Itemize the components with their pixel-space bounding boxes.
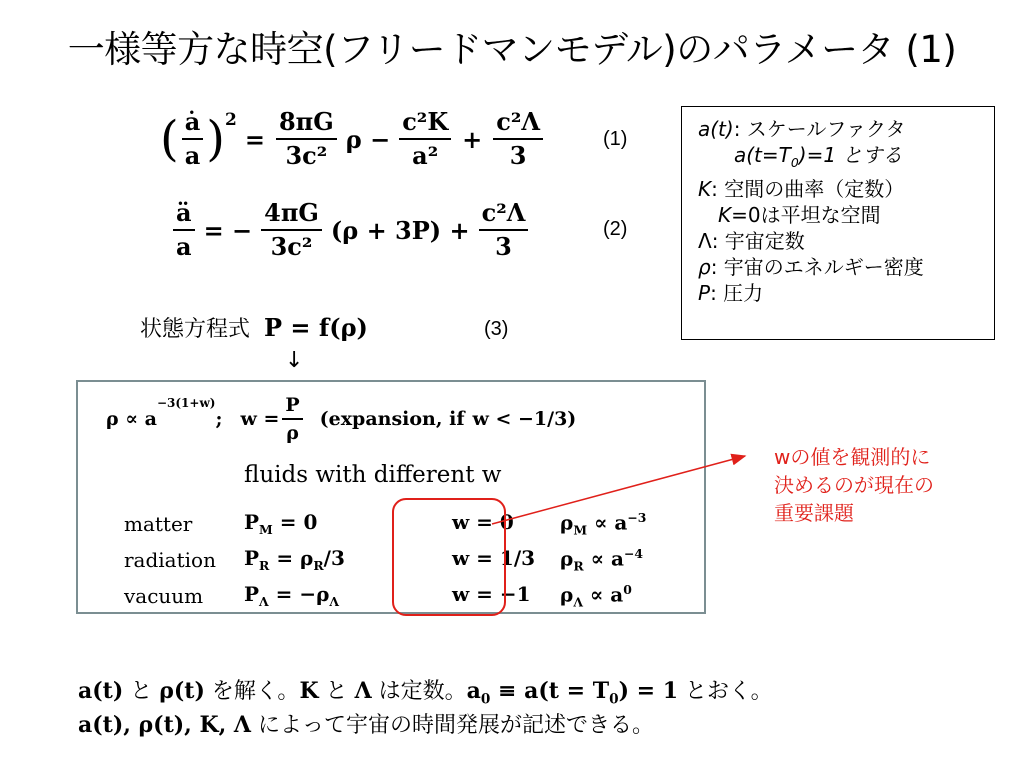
fluid-density-scaling (560, 546, 643, 574)
lhs-numerator: ä (173, 199, 195, 231)
legend-text: : スケールファクタ (733, 117, 906, 141)
fluid-pressure (244, 510, 317, 537)
pressure-symbol: P (244, 546, 260, 570)
fluid-density-scaling (560, 582, 632, 610)
legend-line-normalization (698, 142, 994, 176)
term1-denominator: 3c² (270, 232, 313, 261)
expansion-condition: w < −1/3) (472, 408, 577, 430)
friedmann-equation-2 (170, 192, 590, 268)
term3-denominator: 3 (509, 141, 527, 170)
annotation-line: 決めるのが現在の (774, 473, 934, 497)
math-parameters: a(t), ρ(t), K, Λ (78, 712, 251, 738)
math-equiv: ≡ a(t = T (490, 678, 610, 704)
equation-number-3: (3) (484, 318, 509, 340)
density-exponent: 0 (623, 582, 632, 597)
w-definition: w = (240, 408, 280, 430)
text-segment: と (318, 679, 355, 704)
pressure-subscript: R (259, 558, 270, 573)
legend-text: : 空間の曲率（定数） (711, 177, 905, 201)
density-relation: ∝ a (583, 546, 624, 571)
left-paren: ( (160, 111, 179, 167)
text-segment: を解く。 (204, 679, 300, 704)
density-scaling-formula (106, 394, 576, 444)
annotation-arrow-icon (490, 440, 760, 530)
text-segment: によって宇宙の時間発展が記述できる。 (251, 713, 654, 738)
bottom-line-1 (78, 674, 773, 707)
legend-symbol: ρ (698, 255, 711, 279)
equals-minus: = − (203, 215, 253, 245)
legend-symbol: a(t=T (734, 143, 791, 167)
equation-number-1: (1) (603, 128, 628, 150)
plus-sign: + (462, 124, 483, 154)
density-subscript: M (573, 522, 588, 538)
text-segment: と (123, 679, 160, 704)
pressure-value-2: /3 (323, 546, 345, 570)
expansion-note: (expansion, if (319, 408, 465, 430)
pressure-value: = ρ (269, 546, 314, 570)
density-symbol: ρ (560, 582, 574, 607)
density-symbol: ρ (560, 546, 574, 571)
legend-text: : 宇宙のエネルギー密度 (710, 255, 924, 279)
text-segment: は定数。 (371, 679, 467, 704)
equation-of-state-label: 状態方程式 (140, 317, 251, 342)
legend-text: : 圧力 (710, 281, 764, 305)
term1-tail: (ρ + 3P) + (330, 215, 470, 245)
equation-number-2: (2) (603, 218, 628, 240)
w-fraction (282, 394, 302, 444)
lhs-fraction (173, 199, 195, 261)
density-exponent: −3 (627, 510, 647, 525)
term2-fraction (479, 199, 529, 261)
fluid-name: vacuum (124, 584, 204, 608)
density-exponent: −4 (623, 546, 643, 561)
friedmann-equation-1 (160, 104, 590, 174)
term2-numerator: c²K (399, 108, 451, 140)
pressure-symbol: P (244, 582, 260, 606)
math-lambda: Λ (354, 678, 372, 704)
legend-line-scale-factor (698, 116, 994, 142)
equals-sign: = (244, 124, 265, 154)
term1-fraction (276, 108, 337, 170)
slide-title: 一様等方な時空(フリードマンモデル)のパラメータ (1) (67, 28, 957, 71)
pressure-subscript-2: Λ (329, 594, 340, 609)
pressure-value: = −ρ (268, 582, 330, 606)
math-a0: a (466, 678, 481, 704)
pressure-subscript-2: R (313, 558, 324, 573)
legend-symbol: K (718, 203, 732, 227)
legend-symbol: a(t) (698, 117, 734, 141)
legend-line-cosmological-constant (698, 228, 994, 254)
lhs-exponent: 2 (225, 110, 237, 130)
term2-numerator: c²Λ (479, 199, 529, 231)
legend-text: =0は平坦な空間 (731, 203, 881, 227)
math-rho-t: ρ(t) (159, 678, 205, 704)
w-numerator: P (282, 394, 302, 420)
legend-text: )=1 とする (798, 143, 903, 167)
lhs-fraction (182, 108, 204, 170)
equation-of-state-formula: P = f(ρ) (264, 313, 368, 342)
fluid-w-value: w = 1/3 (452, 546, 536, 570)
equation-of-state (140, 312, 368, 343)
fluid-name: matter (124, 512, 193, 536)
density-exponent: −3(1+w) (156, 396, 216, 410)
pressure-subscript: M (259, 522, 273, 537)
pressure-subscript: Λ (259, 594, 269, 609)
term3-fraction (493, 108, 543, 170)
math-equals-one: ) = 1 (618, 678, 679, 704)
legend-text: : 宇宙定数 (711, 229, 805, 253)
semicolon: ; (215, 408, 223, 430)
legend-line-curvature (698, 176, 994, 202)
legend-line-pressure (698, 280, 994, 306)
term2-fraction (399, 108, 451, 170)
term1-numerator: 4πG (261, 199, 322, 231)
bottom-line-2 (78, 708, 654, 739)
fluid-pressure (244, 582, 339, 609)
legend-symbol: Λ (698, 229, 712, 253)
fluid-pressure (244, 546, 345, 573)
term1-denominator: 3c² (285, 141, 328, 170)
legend-line-flat (698, 202, 994, 228)
fluid-name: radiation (124, 548, 216, 572)
legend-symbol: K (698, 177, 712, 201)
annotation-line: wの値を観測的に (774, 445, 931, 469)
math-k: K (299, 678, 319, 704)
math-subscript: 0 (480, 691, 491, 708)
fluid-w-value: w = 0 (452, 510, 514, 534)
density-relation: ∝ a (582, 582, 624, 607)
parameter-legend-box (681, 106, 995, 340)
legend-subscript: 0 (790, 155, 799, 170)
math-subscript: 0 (609, 691, 619, 708)
lhs-numerator: ȧ (182, 108, 204, 140)
pressure-symbol: P (244, 510, 260, 534)
term3-numerator: c²Λ (493, 108, 543, 140)
term1-fraction (261, 199, 322, 261)
density-subscript: Λ (573, 594, 583, 610)
term1-numerator: 8πG (276, 108, 337, 140)
lhs-denominator: a (176, 232, 192, 261)
density-relation: ∝ a (587, 510, 628, 535)
lhs-denominator: a (184, 141, 201, 170)
down-arrow-icon: ↓ (285, 348, 304, 373)
term2-denominator: 3 (495, 232, 512, 261)
annotation-text (774, 443, 934, 527)
math-a-t: a(t) (78, 678, 124, 704)
density-relation: ρ ∝ a (106, 408, 157, 430)
text-segment: とおく。 (678, 679, 773, 704)
term2-denominator: a² (412, 141, 439, 170)
density-symbol: ρ (560, 510, 574, 535)
w-denominator: ρ (286, 422, 299, 444)
w-column-highlight (392, 498, 506, 616)
term1-tail: ρ − (345, 124, 391, 154)
fluids-subtitle: fluids with different w (244, 462, 502, 488)
fluid-w-value: w = −1 (452, 582, 531, 606)
legend-symbol: P (698, 281, 711, 305)
density-subscript: R (573, 558, 584, 574)
legend-line-energy-density (698, 254, 994, 280)
annotation-line: 重要課題 (774, 501, 854, 525)
right-paren: ) (206, 111, 226, 167)
pressure-value: = 0 (272, 510, 318, 534)
